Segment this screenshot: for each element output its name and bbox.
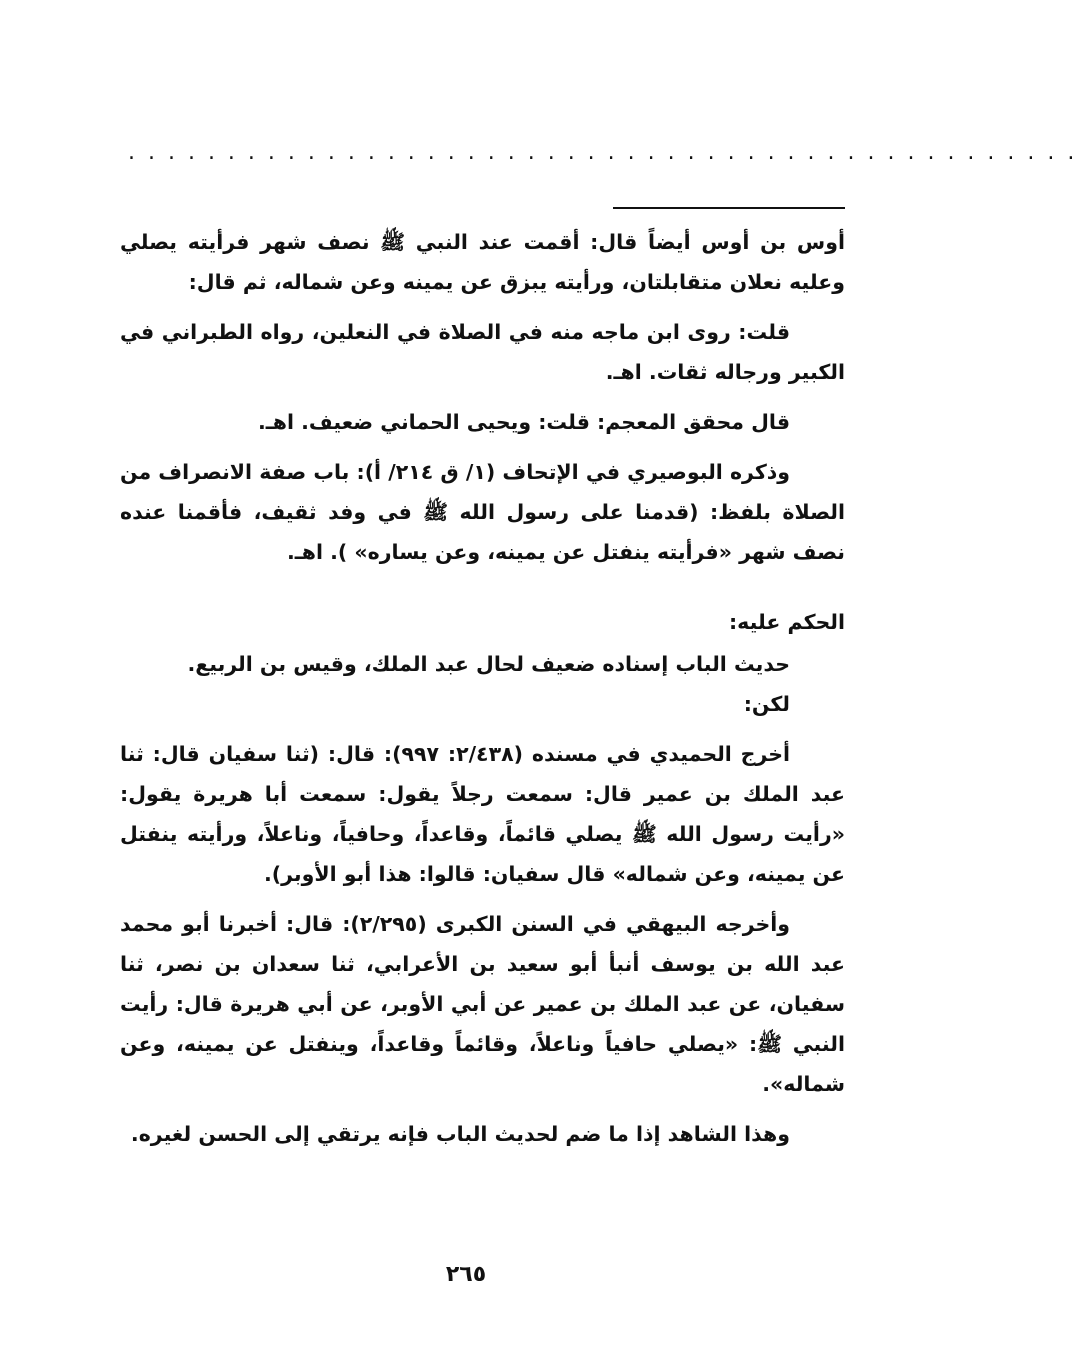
paragraph: أخرج الحميدي في مسنده (٢/٤٣٨: ٩٩٧): قال: (ثنا سفيان قال: ثنا عبد الملك بن عمير قال: سمعت رجلاً يقول: سمعت أبا هريرة يقول: «رأيت رسول الله ﷺ يصلي قائماً، وقاعداً، وحافياً، وناعلاً، ورأيته ينفتل عن يمينه، وعن شماله» قال سفيان: قالوا: هذا أبو الأوبر).	[120, 742, 845, 886]
separator-dots: . . . . . . . . . . . . . . . . . . . . . . . . . . . . . . . . . . . . . . . . . . . . . . . .	[128, 140, 1077, 165]
page-number: ٢٦٥	[445, 1262, 487, 1287]
paragraph: قال محقق المعجم: قلت: ويحيى الحماني ضعيف. اهـ.	[257, 410, 790, 434]
section-heading: الحكم عليه:	[728, 610, 845, 634]
paragraph: لكن:	[743, 692, 790, 716]
paragraph: وأخرجه البيهقي في السنن الكبرى (٢/٢٩٥): قال: أخبرنا أبو محمد عبد الله بن يوسف أنبأ أبو سعيد بن الأعرابي، ثنا سعدان بن نصر، ثنا سفيان، عن عبد الملك بن عمير عن أبي الأوبر، عن أبي هريرة قال: رأيت النبي ﷺ: «يصلي حافياً وناعلاً، وقائماً وقاعداً، وينفتل عن يمينه، وعن شماله».	[120, 912, 845, 1096]
paragraph: أوس بن أوس أيضاً قال: أقمت عند النبي ﷺ نصف شهر فرأيته يصلي وعليه نعلان متقابلتان، ورأيته يبزق عن يمينه وعن شماله، ثم قال:	[120, 230, 845, 294]
footnote-rule	[613, 207, 845, 209]
body-text	[120, 222, 845, 1164]
paragraph: حديث الباب إسناده ضعيف لحال عبد الملك، وقيس بن الربيع.	[187, 652, 790, 676]
paragraph: قلت: روى ابن ماجه منه في الصلاة في النعلين، رواه الطبراني في الكبير ورجاله ثقات. اهـ.	[120, 320, 845, 384]
paragraph: وذكره البوصيري في الإتحاف (١/ ق ٢١٤/ أ): باب صفة الانصراف من الصلاة بلفظ: (قدمنا على رسول الله ﷺ في وفد ثقيف، فأقمنا عنده نصف شهر «فرأيته ينفتل عن يمينه، وعن يساره» ). اهـ.	[120, 460, 845, 564]
paragraph: وهذا الشاهد إذا ما ضم لحديث الباب فإنه يرتقي إلى الحسن لغيره.	[130, 1122, 790, 1146]
